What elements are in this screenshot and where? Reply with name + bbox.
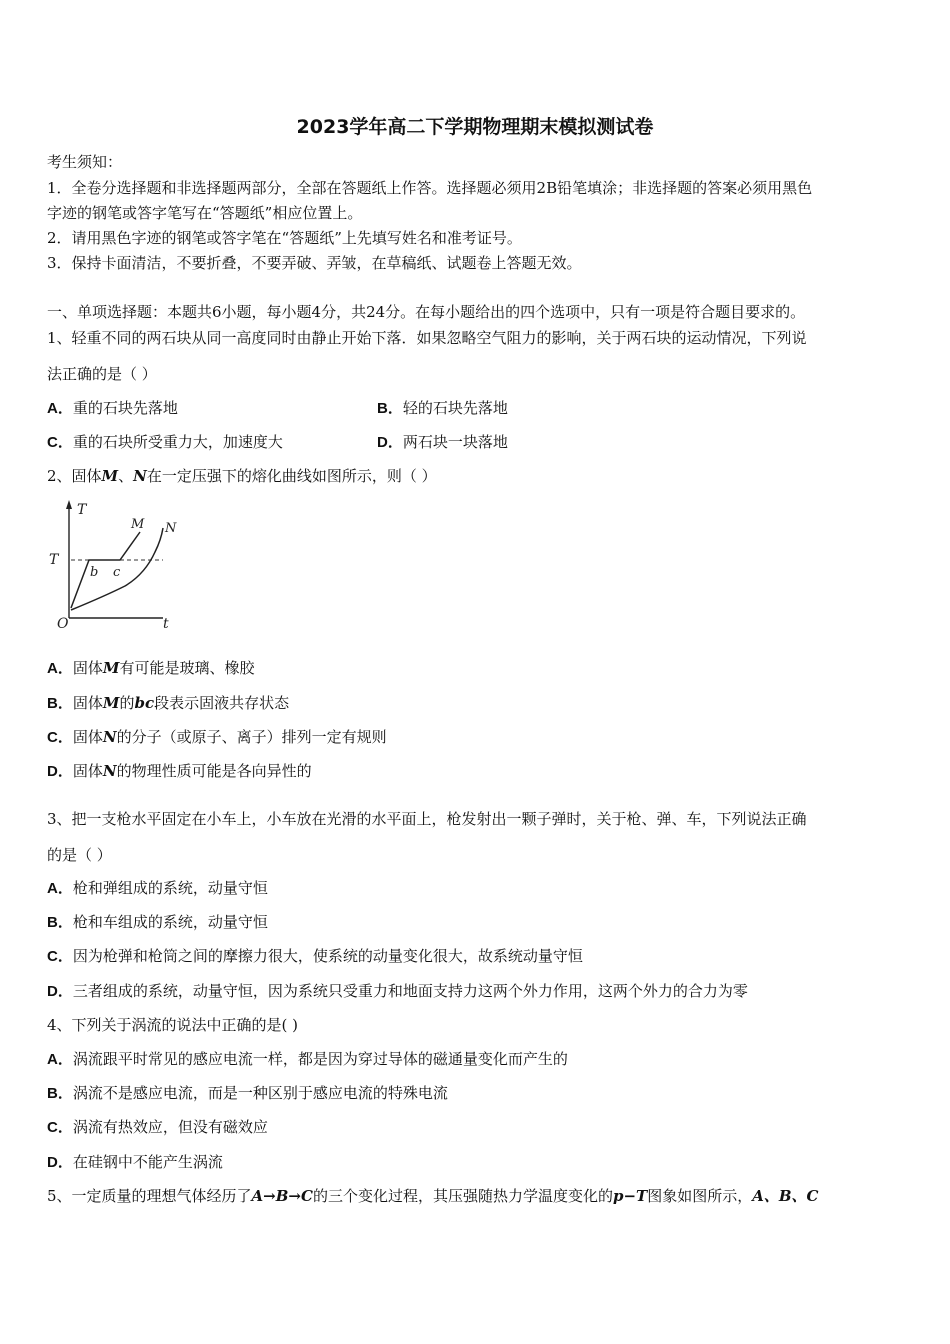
q2-option-c-post: 的分子（或原子、离子）排列一定有规则 xyxy=(116,728,387,746)
q3-stem-line-1: 3、把一支枪水平固定在小车上，小车放在光滑的水平面上，枪发射出一颗子弹时，关于枪、弹、车，下列说法正确 xyxy=(47,810,807,828)
q1-option-b-label: B． xyxy=(377,400,403,417)
q2-option-b-label: B． xyxy=(47,695,73,712)
figure-point-c-label: c xyxy=(113,565,121,580)
q2-option-c-pre: 固体 xyxy=(72,728,103,746)
melting-curve-figure xyxy=(45,496,195,632)
q2-option-b-var2: bc xyxy=(134,694,155,712)
figure-axis-x-label: t xyxy=(163,616,169,632)
q3-option-a[interactable] xyxy=(47,878,268,899)
q2-stem-var-m: M xyxy=(101,467,119,485)
figure-axis-y-label: T xyxy=(77,502,87,518)
notice-heading: 考生须知： xyxy=(47,153,123,171)
q2-option-a[interactable] xyxy=(47,658,254,679)
q3-option-c-text: 因为枪弹和枪筒之间的摩擦力很大，使系统的动量变化很大，故系统动量守恒 xyxy=(72,947,583,965)
q4-option-c-label: C． xyxy=(47,1119,73,1136)
q3-option-c-label: C． xyxy=(47,948,73,965)
q2-option-c-var: N xyxy=(102,728,117,746)
notice-item-1-line-2: 字迹的钢笔或答字笔写在“答题纸”相应位置上。 xyxy=(47,204,363,222)
q1-option-c-label: C． xyxy=(47,434,73,451)
q4-option-d[interactable] xyxy=(47,1152,223,1173)
q2-option-b[interactable] xyxy=(47,693,289,714)
q2-option-b-mid: 的 xyxy=(119,694,135,712)
q4-option-b-label: B． xyxy=(47,1085,73,1102)
curve-m-line xyxy=(71,532,140,608)
q3-option-d-label: D． xyxy=(47,983,73,1000)
q1-option-d[interactable] xyxy=(377,432,508,453)
notice-item-2: 2．请用黑色字迹的钢笔或答字笔在“答题纸”上先填写姓名和准考证号。 xyxy=(47,229,522,247)
q3-option-b-label: B． xyxy=(47,914,73,931)
notice-item-3: 3．保持卡面清洁，不要折叠，不要弄破、弄皱，在草稿纸、试题卷上答题无效。 xyxy=(47,254,582,272)
q2-stem-sep: 、 xyxy=(118,467,134,485)
q3-option-c[interactable] xyxy=(47,946,583,967)
q2-option-a-label: A． xyxy=(47,660,73,677)
q5-stem-post: 图象如图所示， xyxy=(647,1187,753,1205)
figure-origin-label: O xyxy=(57,616,69,632)
q4-option-c[interactable] xyxy=(47,1117,268,1138)
figure-y-axis-arrow xyxy=(66,500,72,509)
q2-option-c-label: C． xyxy=(47,729,73,746)
q1-option-c-text: 重的石块所受重力大，加速度大 xyxy=(72,433,283,451)
q2-option-d-post: 的物理性质可能是各向异性的 xyxy=(116,762,312,780)
q3-stem-line-2: 的是（ ） xyxy=(47,846,112,864)
q4-option-d-text: 在硅钢中不能产生涡流 xyxy=(72,1153,223,1171)
q5-stem-pre: 5、一定质量的理想气体经历了 xyxy=(47,1187,252,1205)
q2-stem-var-n: N xyxy=(133,467,147,485)
q4-option-b[interactable] xyxy=(47,1083,448,1104)
q1-option-b-text: 轻的石块先落地 xyxy=(402,399,508,417)
q2-option-b-var: M xyxy=(102,694,120,712)
figure-curve-m-label: M xyxy=(131,517,145,532)
q2-option-d-label: D． xyxy=(47,763,73,780)
q2-option-a-pre: 固体 xyxy=(72,659,103,677)
q2-option-d-var: N xyxy=(102,762,117,780)
q3-option-b[interactable] xyxy=(47,912,268,933)
q1-option-b[interactable] xyxy=(377,398,508,419)
q4-option-a-label: A． xyxy=(47,1051,73,1068)
q2-option-a-var: M xyxy=(102,659,120,677)
q5-process: A→B→C xyxy=(251,1187,313,1205)
q1-option-c[interactable] xyxy=(47,432,283,453)
q2-option-d-pre: 固体 xyxy=(72,762,103,780)
q4-option-d-label: D． xyxy=(47,1154,73,1171)
q2-option-c[interactable] xyxy=(47,727,387,748)
q4-option-c-text: 涡流有热效应，但没有磁效应 xyxy=(72,1118,268,1136)
q5-abc: A、B、C xyxy=(752,1187,819,1205)
q5-stem xyxy=(47,1186,818,1206)
q3-option-a-label: A． xyxy=(47,880,73,897)
q2-option-a-post: 有可能是玻璃、橡胶 xyxy=(119,659,255,677)
q2-option-d[interactable] xyxy=(47,761,312,782)
q2-stem-post: 在一定压强下的熔化曲线如图所示，则（ ） xyxy=(146,467,437,485)
page-title: 2023学年高二下学期物理期末模拟测试卷 xyxy=(296,116,654,138)
figure-level-label: T xyxy=(49,552,59,568)
q2-stem-pre: 2、固体 xyxy=(47,467,102,485)
q4-stem: 4、下列关于涡流的说法中正确的是( ) xyxy=(47,1016,299,1034)
q3-option-d-text: 三者组成的系统，动量守恒，因为系统只受重力和地面支持力这两个外力作用，这两个外力的合力为零 xyxy=(72,982,748,1000)
q4-option-b-text: 涡流不是感应电流，而是一种区别于感应电流的特殊电流 xyxy=(72,1084,448,1102)
q2-stem xyxy=(47,466,437,486)
section-1-heading: 一、单项选择题：本题共6小题，每小题4分，共24分。在每小题给出的四个选项中，只有一项是符合题目要求的。 xyxy=(47,303,806,321)
q1-option-d-label: D． xyxy=(377,434,403,451)
q5-pt: p−T xyxy=(612,1187,648,1205)
notice-item-1-line-1: 1．全卷分选择题和非选择题两部分，全部在答题纸上作答。选择题必须用2B铅笔填涂；非选择题的答案必须用黑色 xyxy=(47,179,813,197)
q1-option-a-label: A． xyxy=(47,400,73,417)
q1-stem-line-2: 法正确的是（ ） xyxy=(47,365,157,383)
q1-option-a[interactable] xyxy=(47,398,178,419)
figure-curve-n-label: N xyxy=(165,521,177,536)
q4-option-a[interactable] xyxy=(47,1049,568,1070)
q4-option-a-text: 涡流跟平时常见的感应电流一样，都是因为穿过导体的磁通量变化而产生的 xyxy=(72,1050,568,1068)
q1-option-d-text: 两石块一块落地 xyxy=(402,433,508,451)
q3-option-d[interactable] xyxy=(47,981,748,1002)
figure-point-b-label: b xyxy=(90,565,99,580)
q1-option-a-text: 重的石块先落地 xyxy=(72,399,178,417)
q3-option-b-text: 枪和车组成的系统，动量守恒 xyxy=(72,913,268,931)
q1-stem-line-1: 1、轻重不同的两石块从同一高度同时由静止开始下落．如果忽略空气阻力的影响，关于两石块的运动情况，下列说 xyxy=(47,329,807,347)
q5-stem-mid: 的三个变化过程，其压强随热力学温度变化的 xyxy=(312,1187,613,1205)
q2-option-b-pre: 固体 xyxy=(72,694,103,712)
q3-option-a-text: 枪和弹组成的系统，动量守恒 xyxy=(72,879,268,897)
q2-option-b-post: 段表示固液共存状态 xyxy=(154,694,290,712)
